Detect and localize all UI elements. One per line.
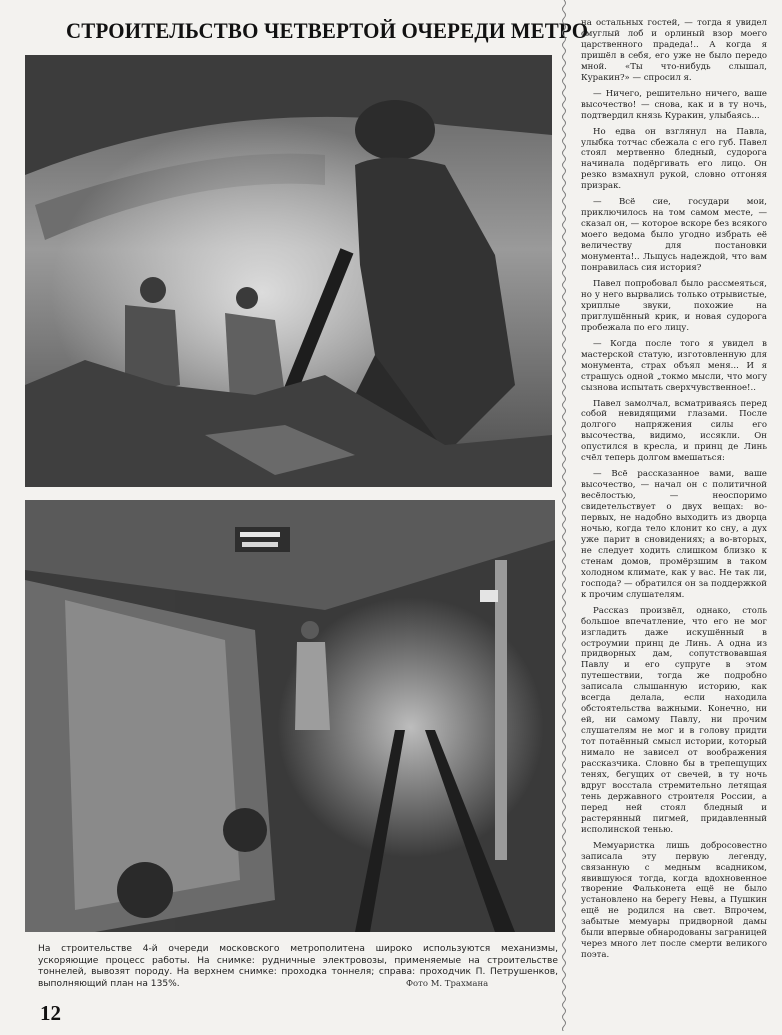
tunnel-workers-photo-image (25, 55, 552, 487)
article-paragraph: — Всё рассказанное вами, ваше высочество, — начал он с политичной весёлостью, — неоспоримо свидетельствует о двух вещах: во-первых, не надобно выходить из дворца ночью, когда тело клонит ко сну, а дух уже парит в сновидениях; а во-вторых, не следует ходить слишком близко к стенам домов, промёрзшим в таком холодном климате, как у вас. Не так ли, господа? — обратился он за поддержкой к прочим слушателям. (581, 469, 767, 600)
article-paragraph: — Ничего, решительно ничего, ваше высочество! — снова, как и в ту ночь, подтвердил князь Куракин, улыбаясь... (581, 88, 767, 121)
article-headline: СТРОИТЕЛЬСТВО ЧЕТВЕРТОЙ ОЧЕРЕДИ МЕТРО (66, 18, 589, 43)
page-number: 12 (40, 1001, 61, 1025)
wavy-column-divider (559, 0, 569, 1031)
article-paragraph: — Всё сие, государи мои, приключилось на том самом месте, — сказал он, — которое вскоре без всякого моего ведома было угодно избрать её величеству для постановки монумента!.. Льщусь надеждой, что вам понравилась сия история? (581, 197, 767, 274)
photo-electric-locomotives (25, 500, 555, 932)
photo-caption: На строительстве 4-й очереди московского метрополитена широко используются механизмы, ускоряющие процесс работы. На снимке: рудничные электровозы, применяемые на строительстве тоннелей, вывозят породу. На верхнем снимке: проходка тоннеля; справа: проходчик П. Петрушенков, выполняющий план на 135%. (38, 944, 558, 989)
article-paragraph: Мемуаристка лишь добросовестно записала эту первую легенду, связанную с медным всадником, явившуюся тогда, когда вдохновенное творение Фальконета ещё не было установлено на берегу Невы, а Пушкин ещё не родился на свет. Впрочем, забытые мемуары придворной дамы были впервые обнародованы заграницей через много лет после смерти великого поэта. (581, 840, 767, 961)
article-paragraph: Павел замолчал, всматриваясь перед собой невидящими глазами. После долгого напряжения силы его высочества, видимо, иссякли. Он опустился в кресла, и принц де Линь счёл теперь долгом вмешаться: (581, 398, 767, 464)
photo-credit: Фото М. Трахмана (406, 979, 489, 989)
article-paragraph: на остальных гостей, — тогда я увидел смуглый лоб и орлиный взор моего царственного прадеда!.. А когда я пришёл в себя, его уже не было передо мной. «Ты что-нибудь слышал, Куракин?» — спросил я. (581, 18, 767, 83)
tunnel-locomotives-photo-image (25, 500, 555, 932)
article-paragraph: Павел попробовал было рассмеяться, но у него вырвались только отрывистые, хриплые звуки, похожие на приглушённый крик, и новая судорога пробежала по его лицу. (581, 278, 767, 333)
article-paragraph: Но едва он взглянул на Павла, улыбка тотчас сбежала с его губ. Павел стоял мертвенно бледный, судорога начинала подёргивать его лицо. Он резко взмахнул рукой, словно отгоняя призрак. (581, 126, 767, 192)
article-paragraph: — Когда после того я увидел в мастерской статую, изготовленную для монумента, страх объял меня... И я страшусь одной „токмо мысли, что могу сызнова испытать сверхчувственное!.. (581, 338, 767, 393)
photo-tunnel-boring (25, 55, 552, 487)
article-column (581, 18, 767, 966)
article-paragraph: Рассказ произвёл, однако, столь большое впечатление, что его не мог изгладить даже искушённый в остроумии принц де Линь. А одна из придворных дам, сопутствовавшая Павлу и его супруге в этом путешествии, тогда же подробно записала слышанную историю, как всегда делала, если находила обстоятельства важными. Конечно, ни ей, ни самому Павлу, ни прочим слушателям не мог и в голову придти тот потаённый смысл истории, который нимало не зависел от воображения рассказчика. Словно бы в трепещущих тенях, бегущих от свечей, в ту ночь вдруг восстала стремительно летящая тень державного строителя России, а перед ней стоял бледный и растерянный пигмей, придавленный исполинской тенью. (581, 605, 767, 835)
